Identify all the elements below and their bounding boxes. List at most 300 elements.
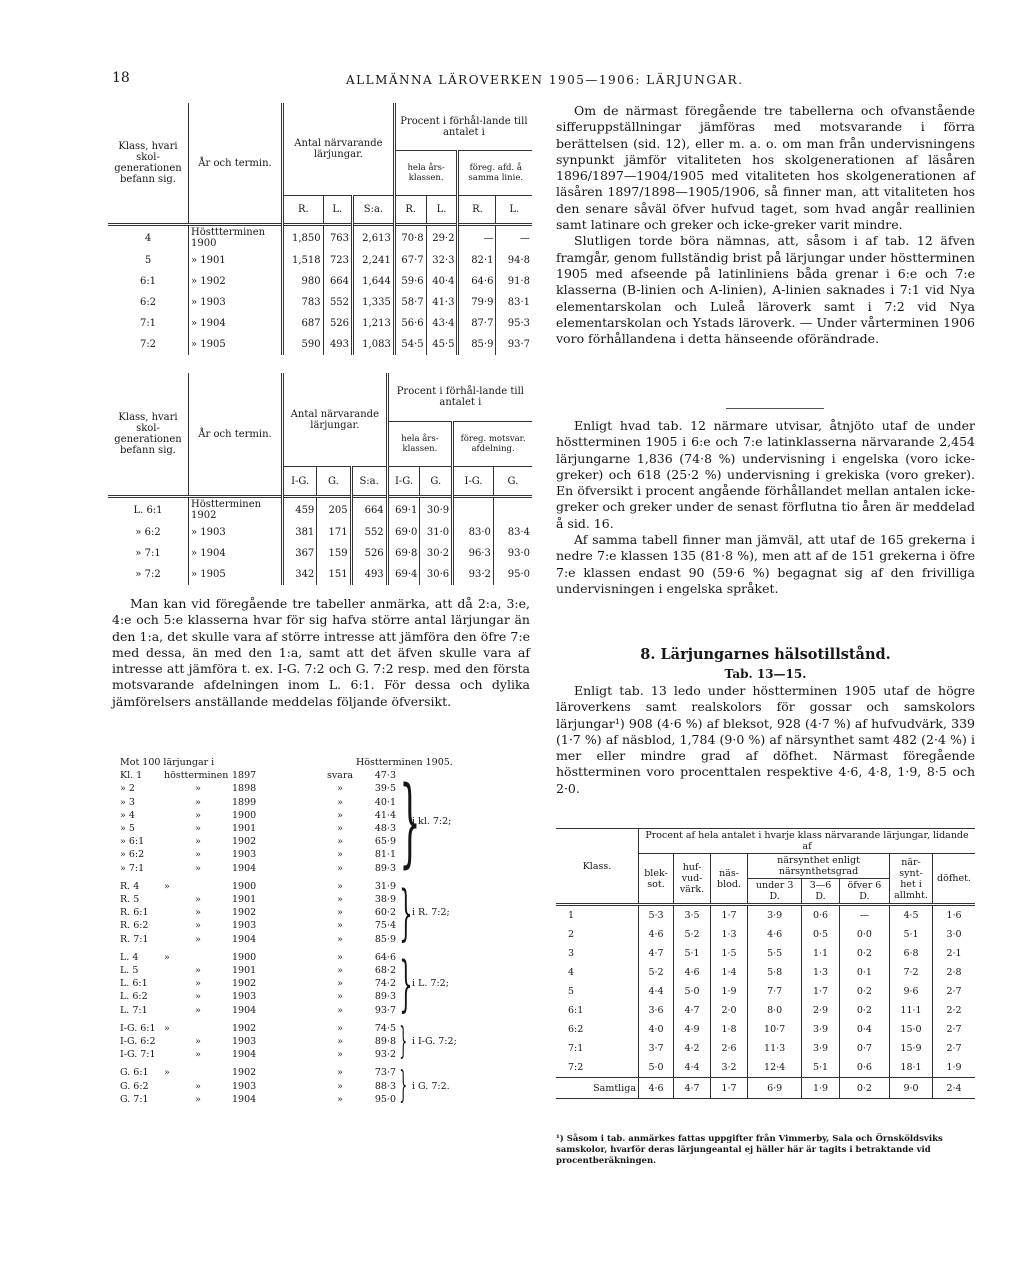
list-term: » [195,836,201,848]
table-cell: Samtliga [556,1078,639,1099]
list-item [120,1093,396,1106]
list-item [120,1080,396,1093]
table-cell: 4·2 [674,1039,711,1058]
list-year: 1902 [232,1067,257,1079]
list-class: » 7:1 [120,862,145,874]
table-cell: 83·1 [507,297,530,308]
table-cell: 4·4 [674,1058,711,1078]
table-cell: 2,241 [353,250,395,271]
list-bracket: } [399,1065,408,1107]
right-text-top [556,103,975,347]
sub-header: R. [458,195,496,224]
table-cell: 69·1 [387,497,420,523]
table-cell: 0·5 [802,925,840,944]
table-cell: 4·4 [639,982,674,1001]
table-cell: 664 [351,497,387,523]
list-value: 74·2 [374,978,396,990]
list-svara: » [337,1093,343,1105]
table-cell: 5·1 [890,925,933,944]
page-number: 18 [112,70,130,86]
table-cell: 2·6 [711,1039,748,1058]
table-class-attendance-ig [108,373,532,585]
list-svara: » [337,951,343,963]
table-cell: 1,518 [283,250,324,271]
list-svara: » [337,1049,343,1061]
table-row [556,944,975,963]
list-item [120,1066,396,1079]
table-row [108,522,532,543]
list-term: höstterminen [164,770,229,782]
table-cell: Höstterminen 1902 [189,497,283,523]
list-item [120,1035,396,1048]
list-item [120,990,396,1003]
table-cell: 552 [323,292,352,313]
list-value: 88·3 [374,1080,396,1092]
list-value: 74·5 [374,1022,396,1034]
list-class: R. 6:2 [120,920,149,932]
table-cell: 687 [283,313,324,334]
paragraph: Enligt hvad tab. 12 närmare utvisar, åtnjöto utaf de under höstterminen 1905 i 6:e och 7:e latinklasserna närvarande 2,454 lärjungarne 1,836 (74·8 %) undervisning i engelska (voro icke-greker) och 618 (25·2 %) undervisning i grekiska (voro greker). En öfversikt i procent angående förhållandet mellan antalen icke-greker och greker under de senast förflutna tio åren är meddelad å sid. 16. [556,418,975,531]
col-header-nasblod: näs-blod. [711,854,748,905]
list-group-rows [120,769,396,875]
table-cell: 93·0 [507,548,530,559]
table-row [108,564,532,585]
table-cell: — [839,905,889,926]
list-bracket: } [399,1020,408,1062]
list-year: 1904 [232,933,257,945]
table-cell: Hösttterminen 1900 [189,225,283,251]
table-row [108,313,532,334]
col-header-antal: Antal närvarande lärjungar. [283,103,395,195]
table-cell: 3·9 [748,905,802,926]
table-cell: 493 [351,564,387,585]
table-cell: 7·2 [890,963,933,982]
table-cell: 5·1 [674,944,711,963]
table-cell: 8·0 [748,1001,802,1020]
right-text-mid [556,418,975,597]
list-item [120,782,396,795]
list-class: Kl. 1 [120,770,143,782]
table-row [556,963,975,982]
table-cell: 95·3 [507,318,530,329]
list-value: 75·4 [374,920,396,932]
col-header-foreg: föreg. afd. å samma linie. [468,162,524,183]
table-cell: 67·7 [394,250,426,271]
table-cell: 980 [283,271,324,292]
table-caption: Tab. 13—15. [724,667,807,681]
list-year: 1904 [232,1049,257,1061]
list-value: 93·7 [374,1004,396,1016]
col-header-top: Procent af hela antalet i hvarje klass närvarande lärjungar, lidande af [639,829,976,854]
table-cell: — [458,225,496,251]
list-value: 39·5 [374,783,396,795]
table-row [556,982,975,1001]
table-cell: 0·4 [839,1020,889,1039]
col-header-narsynthet: närsynthet enligt närsynthetsgrad [748,854,890,879]
list-term: » [195,894,201,906]
table-cell: 64·6 [458,271,496,292]
table-class-attendance-rl [108,103,532,355]
list-class: I-G. 6:1 [120,1022,156,1034]
table-cell: 4·7 [674,1078,711,1099]
table-cell: 4·0 [639,1020,674,1039]
table-row [108,292,532,313]
list-value: 89·8 [374,1036,396,1048]
table-cell: » 1905 [189,564,283,585]
paragraph: Slutligen torde böra nämnas, att, såsom i af tab. 12 äfven framgår, genom fullständig brist på lärjungar under höstterminen 1905 med afseende på latinliniens båda grenar i 6:e och 7:e klasserna (B-linien och A-linien), A-linien saknades i 7:1 vid Nya elementarskolan och Luleå läroverk samt i 7:2 vid Nya elementarskolan och Ystads läroverk. — Under vårterminen 1906 voro förhållandena i detta hänseende oförändrade. [556,233,975,347]
table-cell [493,497,532,523]
table-cell: 30·6 [420,564,453,585]
table-cell: 4·6 [639,1078,674,1099]
table-cell: 9·6 [890,982,933,1001]
table-cell: 15·0 [890,1020,933,1039]
list-year: 1901 [232,823,257,835]
sub-header: S:a. [353,195,395,224]
list-value: 73·7 [374,1067,396,1079]
list-value: 47·3 [374,770,396,782]
table-cell: 171 [317,522,351,543]
table-cell: 83·0 [453,522,494,543]
list-svara: » [337,1022,343,1034]
table-cell: 4·7 [639,944,674,963]
table-cell: 381 [283,522,317,543]
table-cell: 2·0 [711,1001,748,1020]
table-cell: 91·8 [507,276,530,287]
table-cell: 45·5 [426,334,458,355]
table-cell: 30·2 [420,543,453,564]
list-term: » [195,783,201,795]
list-item [120,964,396,977]
list-bracket-label: i L. 7:2; [412,978,449,990]
list-class: » 3 [120,796,135,808]
list-year: 1902 [232,978,257,990]
list-year: 1899 [232,796,257,808]
table-cell: 3·6 [639,1001,674,1020]
list-year: 1903 [232,920,257,932]
table-cell: — [520,232,530,244]
list-svara: » [337,965,343,977]
table-cell: 41·3 [426,292,458,313]
table-cell: 6·8 [890,944,933,963]
list-item [120,977,396,990]
list-class: » 6:1 [120,836,145,848]
list-year: 1901 [232,894,257,906]
table-cell: 59·6 [394,271,426,292]
table-cell: 2·8 [946,967,962,978]
paragraph: Om de närmast föregående tre tabellerna och ofvanstående sifferuppställningar jämföras med motsvarande i förra berättelsen (sid. 12), eller m. a. o. om man från undervisningens synpunkt jämför vitaliteten hos skolgenerationen af läsåren 1896/1897—1904/1905 med vitaliteten hos skolgenerationen af läsåren 1897/1898—1905/1906, så finner man, att vitaliteten hos den senare såväl öfver hufvud taget, som hvad angår reallinien samt latinare och greker och icke-greker varit mindre. [556,103,975,233]
list-item [120,769,396,782]
list-group [112,948,532,1019]
list-svara: » [337,796,343,808]
footnote: ¹) Såsom i tab. anmärkes fattas uppgifter från Vimmerby, Sala och Örnsköldsviks samskolor, hvarför deras lärjungeantal ej häller här är tagits i betraktande vid procentberäkningen. [556,1134,943,1166]
sub-header: I-G. [387,467,420,497]
table-row [556,1039,975,1058]
comparison-list [112,756,532,1106]
table-cell: 11·3 [748,1039,802,1058]
table-cell: 151 [317,564,351,585]
sub-header: G. [493,467,532,497]
table-cell: 4 [108,225,189,251]
list-value: 81·1 [374,849,396,861]
col-header-klass: Klass. [556,829,639,905]
list-value: 60·2 [374,907,396,919]
table-cell: 5·8 [748,963,802,982]
table-cell: 3·7 [639,1039,674,1058]
list-value: 40·1 [374,796,396,808]
list-svara: » [337,783,343,795]
list-svara: » [337,920,343,932]
col-header-procent: Procent i förhål-lande till antalet i [394,103,532,151]
col-header-hela: hela års-klassen. [394,151,458,196]
table-cell: 6:2 [108,292,189,313]
table-cell: 82·1 [458,250,496,271]
table-cell: 96·3 [453,543,494,564]
list-year: 1904 [232,1093,257,1105]
table-row [108,497,532,523]
list-term: » [195,823,201,835]
section-heading: 8. Lärjungarnes hälsotillstånd. [640,646,891,663]
table-cell: 69·4 [387,564,420,585]
paragraph: Enligt tab. 13 ledo under höstterminen 1905 utaf de högre läroverkens samt realskolors för gossar och samskolors lärjungar¹) 908 (4·6 %) af bleksot, 928 (4·7 %) af hufvudvärk, 339 (1·7 %) af näsblod, 1,784 (9·0 %) af närsynthet samt 482 (2·4 %) i mer eller mindre grad af döfhet. Närmast föregående höstterminen voro procenttalen respektive 4·6, 4·8, 1·9, 8·5 och 2·0. [556,683,975,796]
list-year: 1903 [232,1080,257,1092]
table-row-total [556,1078,975,1099]
table-cell: 1,335 [353,292,395,313]
table-row [556,1001,975,1020]
table-cell: 1·4 [711,963,748,982]
table-cell: 32·3 [426,250,458,271]
table-row [108,225,532,251]
table-cell: 6:1 [556,1001,639,1020]
list-svara: » [337,849,343,861]
list-term: » [195,933,201,945]
left-paragraph-text: Man kan vid föregående tre tabeller anmärka, att då 2:a, 3:e, 4:e och 5:e klasserna hvar för sig hafva större antal lärjungar än den 1:a, det skulle vara af större intresse att jämföra den öfre 7:e med dessa, än med den 1:a, samt att det äfven skulle vara af intresse att jämföra t. ex. I-G. 7:2 och G. 7:2 resp. med den första motsvarande afdelningen inom L. 6:1. För dessa och dylika jämförelsers anställande meddelas följande öfversikt. [112,596,530,709]
list-value: 85·9 [374,933,396,945]
table-row [556,1020,975,1039]
list-item [120,906,396,919]
table-cell: 526 [351,543,387,564]
table-cell: 2·4 [946,1082,962,1094]
sub-header: R. [394,195,426,224]
table-cell: 1 [556,905,639,926]
table-cell: 1·7 [711,905,748,926]
table-cell: 7:1 [108,313,189,334]
list-svara: » [337,880,343,892]
col-header-hufvudvark: huf-vud-värk. [674,854,711,905]
list-bracket-label: i I-G. 7:2; [412,1036,457,1048]
table-cell: 15·9 [890,1039,933,1058]
table-cell: 3·5 [674,905,711,926]
table-cell: 0·1 [839,963,889,982]
list-item [120,809,396,822]
col-header-under: under 3 D. [748,879,802,905]
col-header-ar: År och termin. [189,103,283,225]
col-header-antal: Antal närvarande lärjungar. [283,373,388,467]
list-year: 1900 [232,951,257,963]
list-group [112,766,532,879]
table-cell: 1·8 [711,1020,748,1039]
table-cell: 31·0 [420,522,453,543]
table-cell: 0·2 [839,1001,889,1020]
list-year: 1902 [232,836,257,848]
table-cell: 58·7 [394,292,426,313]
table-cell: 2·7 [946,986,962,997]
list-term: » [195,1093,201,1105]
list-item [120,1022,396,1035]
list-year: 1904 [232,1004,257,1016]
table-cell: 79·9 [458,292,496,313]
table-cell: » 1903 [189,522,283,543]
list-item [120,933,396,946]
table-cell: 2·1 [946,948,962,959]
list-value: 89·3 [374,862,396,874]
list-bracket: } [399,877,413,948]
table-cell: » 6:2 [108,522,189,543]
list-year: 1898 [232,783,257,795]
table-cell: 159 [317,543,351,564]
table-cell: 3·0 [946,929,962,940]
list-svara: » [337,894,343,906]
table-cell: » 1902 [189,271,283,292]
table-cell: 0·7 [839,1039,889,1058]
list-class: » 6:2 [120,849,145,861]
list-year: 1901 [232,965,257,977]
table-cell: 2·7 [946,1024,962,1035]
list-group [112,877,532,948]
table-cell: 1·3 [802,963,840,982]
table-cell: 5 [556,982,639,1001]
table-row [108,334,532,355]
list-term: » [195,920,201,932]
list-term: » [195,907,201,919]
list-svara: » [337,862,343,874]
list-header-right: Höstterminen 1905. [356,757,453,768]
list-item [120,919,396,932]
table-cell: 93·2 [453,564,494,585]
list-class: R. 4 [120,880,140,892]
list-item [120,862,396,875]
sub-header: I-G. [283,467,317,497]
list-item [120,822,396,835]
list-item [120,1048,396,1061]
table-cell: L. 6:1 [108,497,189,523]
table-cell: 4·6 [639,925,674,944]
table-cell: » 7:1 [108,543,189,564]
table-cell: 11·1 [890,1001,933,1020]
list-svara: » [337,907,343,919]
list-svara: » [337,978,343,990]
table-cell: 4·5 [890,905,933,926]
table-row [556,925,975,944]
table-cell: 1·9 [711,982,748,1001]
table-cell: 0·6 [802,905,840,926]
col-header-bleksot: blek-sot. [639,854,674,905]
table-cell: 1·1 [802,944,840,963]
table-cell: 0·2 [839,944,889,963]
table-cell: 1,850 [283,225,324,251]
table-cell: 1·7 [711,1078,748,1099]
col-header-ar: År och termin. [189,373,283,497]
list-term: » [164,880,170,892]
table-row [108,271,532,292]
list-svara: » [337,1004,343,1016]
table-cell: 1·7 [802,982,840,1001]
table-cell: 5·3 [639,905,674,926]
list-value: 68·2 [374,965,396,977]
table-cell: 4·7 [674,1001,711,1020]
table-cell: 5·2 [639,963,674,982]
table-cell: 1·6 [946,910,962,921]
list-value: 64·6 [374,951,396,963]
table-cell: 3·9 [802,1039,840,1058]
table-cell: 7:1 [556,1039,639,1058]
table-cell: 43·4 [426,313,458,334]
table-cell: 1·9 [802,1078,840,1099]
table-cell: 205 [317,497,351,523]
sub-header: L. [323,195,352,224]
list-group-rows [120,1022,396,1062]
table-cell: 526 [323,313,352,334]
table-cell: 69·0 [387,522,420,543]
list-year: 1900 [232,809,257,821]
list-value: 41·4 [374,809,396,821]
list-term: » [195,991,201,1003]
table-cell: 1,644 [353,271,395,292]
list-item [120,796,396,809]
col-header-ofver: öfver 6 D. [839,879,889,905]
list-year: 1904 [232,862,257,874]
list-svara: svara [326,770,354,782]
table-cell: 95·0 [507,569,530,580]
table-cell: 4 [556,963,639,982]
table-cell: » 7:2 [108,564,189,585]
table-health [556,828,975,1099]
list-svara: » [337,933,343,945]
list-value: 38·9 [374,894,396,906]
list-svara: » [337,836,343,848]
list-class: L. 6:1 [120,978,148,990]
table-cell: 1,213 [353,313,395,334]
sub-header: G. [317,467,351,497]
col-header-3-6: 3—6 D. [802,879,840,905]
table-cell: 552 [351,522,387,543]
table-cell: » 1904 [189,543,283,564]
table-cell: » 1901 [189,250,283,271]
list-group-rows [120,951,396,1017]
list-term: » [195,1036,201,1048]
table-cell: 5 [108,250,189,271]
table-cell: 5·1 [802,1058,840,1078]
table-cell: 3 [556,944,639,963]
sub-header: S:a. [351,467,387,497]
list-term: » [195,809,201,821]
table-cell: 4·6 [748,925,802,944]
table-row [108,543,532,564]
list-term: » [164,1022,170,1034]
table-cell: 6·9 [748,1078,802,1099]
sub-header: G. [420,467,453,497]
table-cell: 7·7 [748,982,802,1001]
table-cell: 0·6 [839,1058,889,1078]
table-cell: 1·3 [711,925,748,944]
table-cell: 0·2 [839,1078,889,1099]
list-item [120,848,396,861]
table-cell: 6:2 [556,1020,639,1039]
list-class: L. 5 [120,965,139,977]
col-header-narsynt-allmht: när-synt-het i allmht. [890,854,933,905]
list-term: » [195,1049,201,1061]
sub-header: R. [283,195,324,224]
left-paragraph [112,596,530,710]
